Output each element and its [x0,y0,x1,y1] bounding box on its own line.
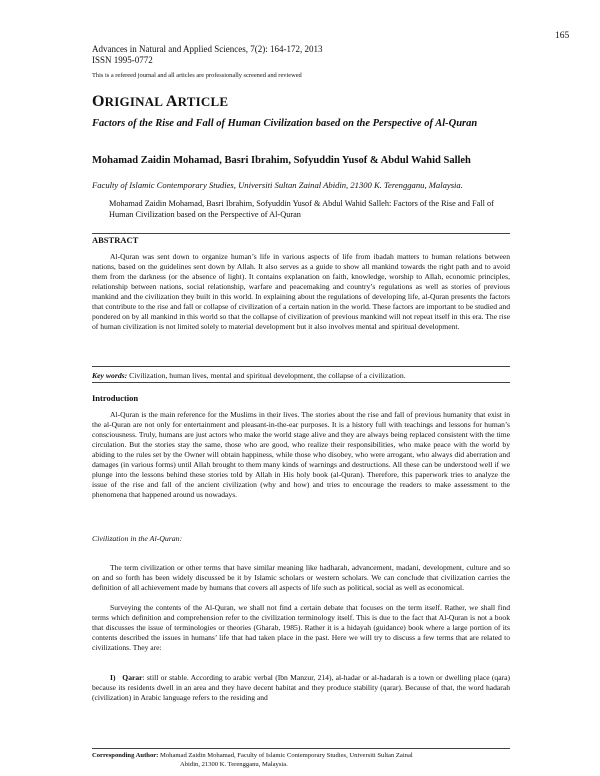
introduction-text: Al-Quran is the main reference for the Muslims in their lives. The stories about the rise and fall of previous humanity that exist in the al-Quran are not only for entertainment and pleasant-in-the-ear purposes. It is a history full with teachings and lessons for human’s consciousness. Truly, humans are just actors who make the world stage alive and they are always being replaced consistent with the time circulation. But the stories stay the same, those who are good, who realize their responsibilities, who make peace with the world by abiding to the rules set by the Owner will obtain happiness, while those who disobey, who were arrogant, who always did aberration and damages (in various forms) until Allah brought to them many kinds of warnings and destructions. All these can be understood well if we plunge into the lessons behind these stories told by Allah in His holy book (al-Quran). Therefore, this paperwork tries to analyze the issue of the rise and fall of the ancient civilization (why and how) and tries to encourage the readers to make assessment to the phenomena that happened around us nowadays. [92,410,510,500]
item-term: Qarar [122,673,143,682]
abstract-heading: ABSTRACT [92,235,139,245]
keywords-bottom-rule [92,382,510,383]
introduction-heading: Introduction [92,393,139,403]
article-type-rest-1: RIGINAL [104,94,166,109]
article-type-cap-1: O [92,93,105,110]
journal-citation: Advances in Natural and Applied Sciences, 7(2): 164-172, 2013 [92,44,323,54]
paper-title: Factors of the Rise and Fall of Human Civilization based on the Perspective of Al-Quran [92,118,478,129]
keywords-top-rule [92,366,510,367]
keywords [92,371,510,380]
author-list: Mohamad Zaidin Mohamad, Basri Ibrahim, Sofyuddin Yusof & Abdul Wahid Salleh [92,155,471,166]
suggested-citation: Mohamad Zaidin Mohamad, Basri Ibrahim, Sofyuddin Yusof & Abdul Wahid Salleh: Factors of the Rise and Fall of Human Civilization based on the Perspective of Al-Quran [109,199,494,219]
item-marker: I) [110,673,116,682]
corresponding-author [92,752,512,769]
civilization-heading: Civilization in the Al-Quran: [92,534,183,543]
footer-label: Corresponding Author: [92,752,159,759]
article-type-rest-2: RTICLE [177,94,229,109]
keywords-label: Key words: [92,371,128,380]
item-text: : still or stable. According to arabic verbal (Ibn Manzur, 214), al-hadar or al-hadarah is a town or dwelling place (qara) because its residents dwell in an area and they have decent habitat and they produce stability (qarar). Because of that, the word hadarah (civilization) in Arabic language refers to the residing and [92,673,510,703]
refereed-note: This is a refereed journal and all articles are professionally screened and reviewed [92,72,302,79]
affiliation: Faculty of Islamic Contemporary Studies, Universiti Sultan Zainal Abidin, 21300 K. Terengganu, Malaysia. [92,180,463,190]
article-type-label [92,93,228,111]
civilization-para-1: The term civilization or other terms that have similar meaning like hadharah, advancement, madani, development, culture and so on and so forth has been widely discussed be it by Islamic scholars or western scholars. We can conclude that civilization carries the definition of all achievement made by humans that covers all aspects of life such as political, social as well as economical. [92,563,510,593]
page-number: 165 [555,31,570,41]
keywords-text: Civilization, human lives, mental and spiritual development, the collapse of a civilization. [127,371,406,380]
footer-rule [92,748,510,749]
abstract-text: Al-Quran was sent down to organize human’s life in various aspects of life from ibadah matters to human relations between nations, based on the guidelines sent down by Allah. It also serves as a guide to show all mankind towards the right path and to avoid them from the darkness (or the absence of light). It contains explanation on faith, knowledge, worship to Allah, economic principles, relationship between nations, social relationship, warfare and peacemaking and country’s regulations as well as stories of previous mankind and the civilization they built in this world. In explaining about the regulations of developing life, al-Quran presents the factors that contribute to the rise and fall or collapse of civilization of a certain nation in the world. These factors are important to be studied and pondered on by all mankind in this world so that the collapse of civilization of previous mankind will not repeat itself in this era. The rise of human civilization is not limited solely to material development but it also involves mental and spiritual development. [92,252,510,332]
footer-line-1: Mohamad Zaidin Mohamad, Faculty of Islamic Contemporary Studies, Universiti Sultan Zainal [158,752,413,759]
qarar-item [92,673,510,703]
footer-line-2: Abidin, 21300 K. Terengganu, Malaysia. [180,760,288,768]
issn: ISSN 1995-0772 [92,55,153,65]
abstract-top-rule [92,233,510,234]
civilization-para-2: Surveying the contents of the Al-Quran, we shall not find a certain debate that focuses on the term itself. Rather, we shall find terms which definition and comprehension refer to the civilization terminology itself. This is due to the fact that Al-Quran is not a book that discusses the issue of terminologies or theories (Gharab, 1985). Rather it is a hidayah (guidance) book where a large portion of its contents described the issues in humans’ life that had taken place in the past. Here we will try to discuss a few terms that are related to civilizations. They are: [92,603,510,653]
article-type-cap-2: A [165,93,178,110]
